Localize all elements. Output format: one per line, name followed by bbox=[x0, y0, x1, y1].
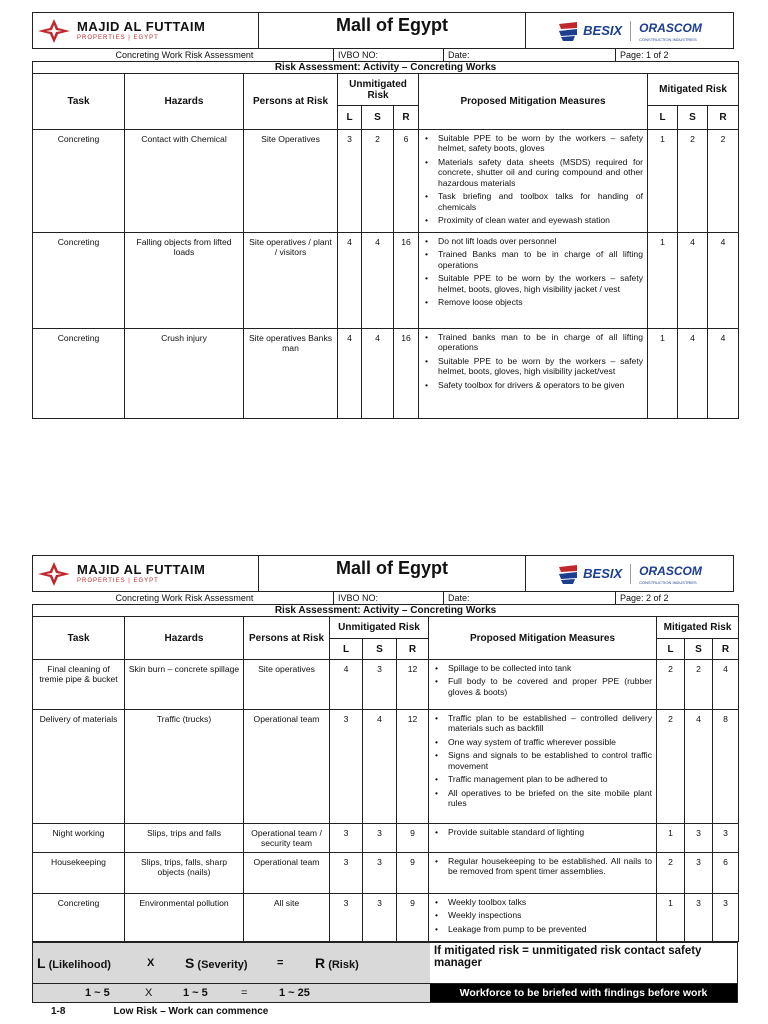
mitigation-item: • Remove loose objects bbox=[423, 297, 643, 307]
risk-band-row bbox=[51, 1006, 268, 1017]
table-row bbox=[33, 130, 739, 233]
persons-cell: Site operatives Banks man bbox=[244, 328, 338, 418]
unmitigated-l-cell: 4 bbox=[338, 328, 362, 418]
range-risk: 1 ~ 25 bbox=[279, 987, 310, 999]
mitigation-cell bbox=[419, 130, 648, 233]
mitigated-r-cell: 4 bbox=[708, 328, 739, 418]
mitigated-l-cell: 1 bbox=[657, 894, 685, 942]
maf-star-icon bbox=[37, 18, 71, 44]
range-multiply: X bbox=[145, 987, 153, 999]
page-number: Page: 2 of 2 bbox=[620, 593, 669, 603]
task-cell: Concreting bbox=[33, 130, 125, 233]
col-unmitigated: Unmitigated Risk bbox=[330, 617, 429, 639]
risk-assessment-page-1 bbox=[32, 12, 738, 419]
project-title: Mall of Egypt bbox=[259, 556, 526, 591]
unmitigated-s-cell: 3 bbox=[363, 660, 397, 710]
mitigated-s-cell: 2 bbox=[678, 130, 708, 233]
persons-cell: Site Operatives bbox=[244, 130, 338, 233]
hazard-cell: Environmental pollution bbox=[125, 894, 244, 942]
col-mitigated: Mitigated Risk bbox=[657, 617, 739, 639]
legend-s-letter: S bbox=[185, 955, 195, 971]
col-mitigated-r: R bbox=[713, 639, 739, 660]
document-info-row bbox=[32, 592, 734, 604]
unmitigated-r-cell: 6 bbox=[394, 130, 419, 233]
persons-cell: Operational team bbox=[244, 710, 330, 824]
briefing-banner: Workforce to be briefed with findings before work bbox=[430, 983, 737, 1002]
brand-subtitle: PROPERTIES | EGYPT bbox=[77, 35, 159, 41]
unmitigated-l-cell: 3 bbox=[330, 710, 363, 824]
table-row bbox=[33, 824, 739, 853]
mitigation-item: • Suitable PPE to be worn by the workers – safety helmet, boots, gloves, high visibility jacket / vest bbox=[423, 273, 643, 294]
table-row bbox=[33, 328, 739, 418]
hazard-cell: Skin burn – concrete spillage bbox=[125, 660, 244, 710]
hazard-cell: Contact with Chemical bbox=[125, 130, 244, 233]
col-measures: Proposed Mitigation Measures bbox=[429, 617, 657, 660]
col-mitigated-s: S bbox=[685, 639, 713, 660]
mitigation-item: • Suitable PPE to be worn by the workers – safety helmet, safety boots, gloves bbox=[423, 133, 643, 154]
col-mitigated-r: R bbox=[708, 106, 739, 130]
project-title: Mall of Egypt bbox=[259, 13, 526, 48]
hazard-cell: Crush injury bbox=[125, 328, 244, 418]
logo-divider bbox=[630, 21, 631, 41]
hazard-cell: Falling objects from lifted loads bbox=[125, 232, 244, 328]
mitigation-item: • Task briefing and toolbox talks for handing of chemicals bbox=[423, 191, 643, 212]
mitigated-l-cell: 2 bbox=[657, 660, 685, 710]
task-cell: Night working bbox=[33, 824, 125, 853]
mitigation-item: • Leakage from pump to be prevented bbox=[433, 924, 652, 934]
risk-table bbox=[32, 604, 739, 942]
mitigation-cell bbox=[429, 853, 657, 894]
mitigation-item: • Regular housekeeping to be established. All nails to be removed from spent timer assemblies. bbox=[433, 856, 652, 877]
hazard-cell: Slips, trips, falls, sharp objects (nails) bbox=[125, 853, 244, 894]
persons-cell: All site bbox=[244, 894, 330, 942]
legend-equals-1: = bbox=[277, 957, 284, 969]
mitigation-item: • Trained Banks man to be in charge of all lifting operations bbox=[423, 249, 643, 270]
col-unmitigated-l: L bbox=[330, 639, 363, 660]
partner-orascom-logo bbox=[639, 19, 702, 42]
unmitigated-l-cell: 3 bbox=[330, 824, 363, 853]
document-header bbox=[32, 12, 734, 49]
mitigation-item: • Suitable PPE to be worn by the workers – safety helmet, boots, gloves, high visibility jacket/vest bbox=[423, 356, 643, 377]
document-date: Date: bbox=[444, 49, 616, 61]
col-unmitigated-s: S bbox=[363, 639, 397, 660]
legend-l-letter: L bbox=[37, 955, 46, 971]
col-unmitigated-s: S bbox=[362, 106, 394, 130]
col-persons: Persons at Risk bbox=[244, 74, 338, 130]
partner-orascom-subtitle: CONSTRUCTION INDUSTRIES bbox=[639, 37, 697, 42]
mitigated-l-cell: 2 bbox=[657, 710, 685, 824]
unmitigated-r-cell: 12 bbox=[397, 710, 429, 824]
col-unmitigated: Unmitigated Risk bbox=[338, 74, 419, 106]
unmitigated-s-cell: 3 bbox=[363, 894, 397, 942]
mitigated-r-cell: 4 bbox=[708, 232, 739, 328]
mitigation-cell bbox=[419, 328, 648, 418]
partner-besix: BESIX bbox=[583, 23, 623, 38]
maf-star-icon bbox=[37, 561, 71, 587]
brand-subtitle: PROPERTIES | EGYPT bbox=[77, 578, 159, 584]
unmitigated-r-cell: 12 bbox=[397, 660, 429, 710]
mitigated-s-cell: 2 bbox=[685, 660, 713, 710]
unmitigated-l-cell: 4 bbox=[338, 232, 362, 328]
mitigated-s-cell: 4 bbox=[678, 232, 708, 328]
range-equals: = bbox=[241, 987, 248, 999]
mitigated-l-cell: 1 bbox=[648, 328, 678, 418]
risk-ranges bbox=[33, 983, 430, 1002]
mitigation-item: • Signs and signals to be established to control traffic movement bbox=[433, 750, 652, 771]
table-title: Risk Assessment: Activity – Concreting Works bbox=[33, 605, 739, 617]
maf-logo bbox=[33, 13, 259, 48]
mitigation-item: • Weekly inspections bbox=[433, 910, 652, 920]
mitigation-item: • Full body to be covered and proper PPE (rubber gloves & boots) bbox=[433, 676, 652, 697]
document-title: Concreting Work Risk Assessment bbox=[32, 49, 334, 61]
persons-cell: Site operatives bbox=[244, 660, 330, 710]
col-persons: Persons at Risk bbox=[244, 617, 330, 660]
ivbo-number: IVBO NO: bbox=[334, 592, 444, 604]
mitigation-item: • Provide suitable standard of lighting bbox=[433, 827, 652, 837]
mitigation-item: • Weekly toolbox talks bbox=[433, 897, 652, 907]
mitigated-l-cell: 2 bbox=[657, 853, 685, 894]
hazard-cell: Slips, trips and falls bbox=[125, 824, 244, 853]
unmitigated-s-cell: 4 bbox=[362, 232, 394, 328]
col-task: Task bbox=[33, 617, 125, 660]
table-row bbox=[33, 894, 739, 942]
ivbo-number: IVBO NO: bbox=[334, 49, 444, 61]
table-row bbox=[33, 853, 739, 894]
logo-divider bbox=[630, 564, 631, 584]
col-mitigated-l: L bbox=[657, 639, 685, 660]
mitigation-cell bbox=[419, 232, 648, 328]
unmitigated-r-cell: 16 bbox=[394, 328, 419, 418]
mitigated-r-cell: 2 bbox=[708, 130, 739, 233]
mitigation-cell bbox=[429, 824, 657, 853]
col-unmitigated-r: R bbox=[394, 106, 419, 130]
mitigated-l-cell: 1 bbox=[657, 824, 685, 853]
mitigation-item: • Spillage to be collected into tank bbox=[433, 663, 652, 673]
legend-r-letter: R bbox=[315, 955, 326, 971]
mitigation-item: • Proximity of clean water and eyewash station bbox=[423, 215, 643, 225]
mitigation-item: • Safety toolbox for drivers & operators to be given bbox=[423, 380, 643, 390]
legend-l-label: (Likelihood) bbox=[48, 959, 111, 971]
unmitigated-r-cell: 16 bbox=[394, 232, 419, 328]
unmitigated-s-cell: 3 bbox=[363, 824, 397, 853]
mitigation-item: • Traffic plan to be established – controlled delivery materials such as backfill bbox=[433, 713, 652, 734]
unmitigated-l-cell: 4 bbox=[330, 660, 363, 710]
task-cell: Final cleaning of tremie pipe & bucket bbox=[33, 660, 125, 710]
risk-legend bbox=[32, 942, 738, 1003]
mitigation-item: • Do not lift loads over personnel bbox=[423, 236, 643, 246]
mitigated-s-cell: 3 bbox=[685, 824, 713, 853]
document-date: Date: bbox=[444, 592, 616, 604]
legend-r-label: (Risk) bbox=[328, 959, 359, 971]
mitigation-item: • Traffic management plan to be adhered to bbox=[433, 774, 652, 784]
mitigated-s-cell: 3 bbox=[685, 894, 713, 942]
partner-orascom: ORASCOM bbox=[639, 564, 702, 578]
persons-cell: Site operatives / plant / visitors bbox=[244, 232, 338, 328]
mitigated-l-cell: 1 bbox=[648, 130, 678, 233]
mitigation-item: • Materials safety data sheets (MSDS) required for concrete, shutter oil and curing compound and other hazardous materials bbox=[423, 157, 643, 188]
table-row bbox=[33, 660, 739, 710]
task-cell: Concreting bbox=[33, 232, 125, 328]
partner-orascom-subtitle: CONSTRUCTION INDUSTRIES bbox=[639, 580, 697, 585]
besix-logo-icon bbox=[557, 563, 579, 585]
risk-band-range: 1-8 bbox=[51, 1006, 66, 1017]
col-hazards: Hazards bbox=[125, 617, 244, 660]
mitigated-s-cell: 3 bbox=[685, 853, 713, 894]
mitigation-item: • One way system of traffic wherever possible bbox=[433, 737, 652, 747]
range-likelihood: 1 ~ 5 bbox=[85, 987, 110, 999]
safety-manager-note: If mitigated risk = unmitigated risk contact safety manager bbox=[434, 945, 702, 969]
unmitigated-r-cell: 9 bbox=[397, 824, 429, 853]
document-header bbox=[32, 555, 734, 592]
table-title: Risk Assessment: Activity – Concreting Works bbox=[33, 62, 739, 74]
task-cell: Delivery of materials bbox=[33, 710, 125, 824]
unmitigated-s-cell: 4 bbox=[362, 328, 394, 418]
table-row bbox=[33, 710, 739, 824]
unmitigated-s-cell: 3 bbox=[363, 853, 397, 894]
task-cell: Housekeeping bbox=[33, 853, 125, 894]
mitigation-item: • Trained banks man to be in charge of all lifting operations bbox=[423, 332, 643, 353]
risk-band-text: Low Risk – Work can commence bbox=[113, 1006, 269, 1017]
unmitigated-s-cell: 4 bbox=[363, 710, 397, 824]
col-mitigated: Mitigated Risk bbox=[648, 74, 739, 106]
persons-cell: Operational team bbox=[244, 853, 330, 894]
partner-orascom: ORASCOM bbox=[639, 21, 702, 35]
besix-logo-icon bbox=[557, 20, 579, 42]
mitigated-s-cell: 4 bbox=[685, 710, 713, 824]
col-task: Task bbox=[33, 74, 125, 130]
legend-s-label: (Severity) bbox=[197, 959, 248, 971]
maf-logo bbox=[33, 556, 259, 591]
mitigation-cell bbox=[429, 894, 657, 942]
document-info-row bbox=[32, 49, 734, 61]
unmitigated-r-cell: 9 bbox=[397, 853, 429, 894]
col-hazards: Hazards bbox=[125, 74, 244, 130]
partner-logos bbox=[526, 13, 733, 48]
mitigated-r-cell: 6 bbox=[713, 853, 739, 894]
mitigation-cell bbox=[429, 710, 657, 824]
mitigation-item: • All operatives to be briefed on the site mobile plant rules bbox=[433, 788, 652, 809]
page-number: Page: 1 of 2 bbox=[620, 50, 669, 60]
risk-formula bbox=[33, 943, 430, 983]
mitigated-r-cell: 8 bbox=[713, 710, 739, 824]
col-mitigated-l: L bbox=[648, 106, 678, 130]
unmitigated-l-cell: 3 bbox=[330, 853, 363, 894]
col-mitigated-s: S bbox=[678, 106, 708, 130]
persons-cell: Operational team / security team bbox=[244, 824, 330, 853]
mitigated-s-cell: 4 bbox=[678, 328, 708, 418]
unmitigated-l-cell: 3 bbox=[330, 894, 363, 942]
legend-multiply-1: X bbox=[147, 957, 155, 969]
risk-table bbox=[32, 61, 739, 419]
task-cell: Concreting bbox=[33, 894, 125, 942]
mitigated-l-cell: 1 bbox=[648, 232, 678, 328]
col-unmitigated-l: L bbox=[338, 106, 362, 130]
table-row bbox=[33, 232, 739, 328]
range-severity: 1 ~ 5 bbox=[183, 987, 208, 999]
partner-besix: BESIX bbox=[583, 566, 623, 581]
mitigated-r-cell: 4 bbox=[713, 660, 739, 710]
unmitigated-l-cell: 3 bbox=[338, 130, 362, 233]
hazard-cell: Traffic (trucks) bbox=[125, 710, 244, 824]
risk-assessment-page-2 bbox=[32, 555, 738, 1003]
mitigated-r-cell: 3 bbox=[713, 824, 739, 853]
unmitigated-r-cell: 9 bbox=[397, 894, 429, 942]
unmitigated-s-cell: 2 bbox=[362, 130, 394, 233]
task-cell: Concreting bbox=[33, 328, 125, 418]
col-measures: Proposed Mitigation Measures bbox=[419, 74, 648, 130]
brand-name: MAJID AL FUTTAIM bbox=[77, 562, 206, 577]
mitigated-r-cell: 3 bbox=[713, 894, 739, 942]
document-title: Concreting Work Risk Assessment bbox=[32, 592, 334, 604]
partner-orascom-logo bbox=[639, 562, 702, 585]
partner-logos bbox=[526, 556, 733, 591]
mitigation-cell bbox=[429, 660, 657, 710]
col-unmitigated-r: R bbox=[397, 639, 429, 660]
brand-name: MAJID AL FUTTAIM bbox=[77, 19, 206, 34]
